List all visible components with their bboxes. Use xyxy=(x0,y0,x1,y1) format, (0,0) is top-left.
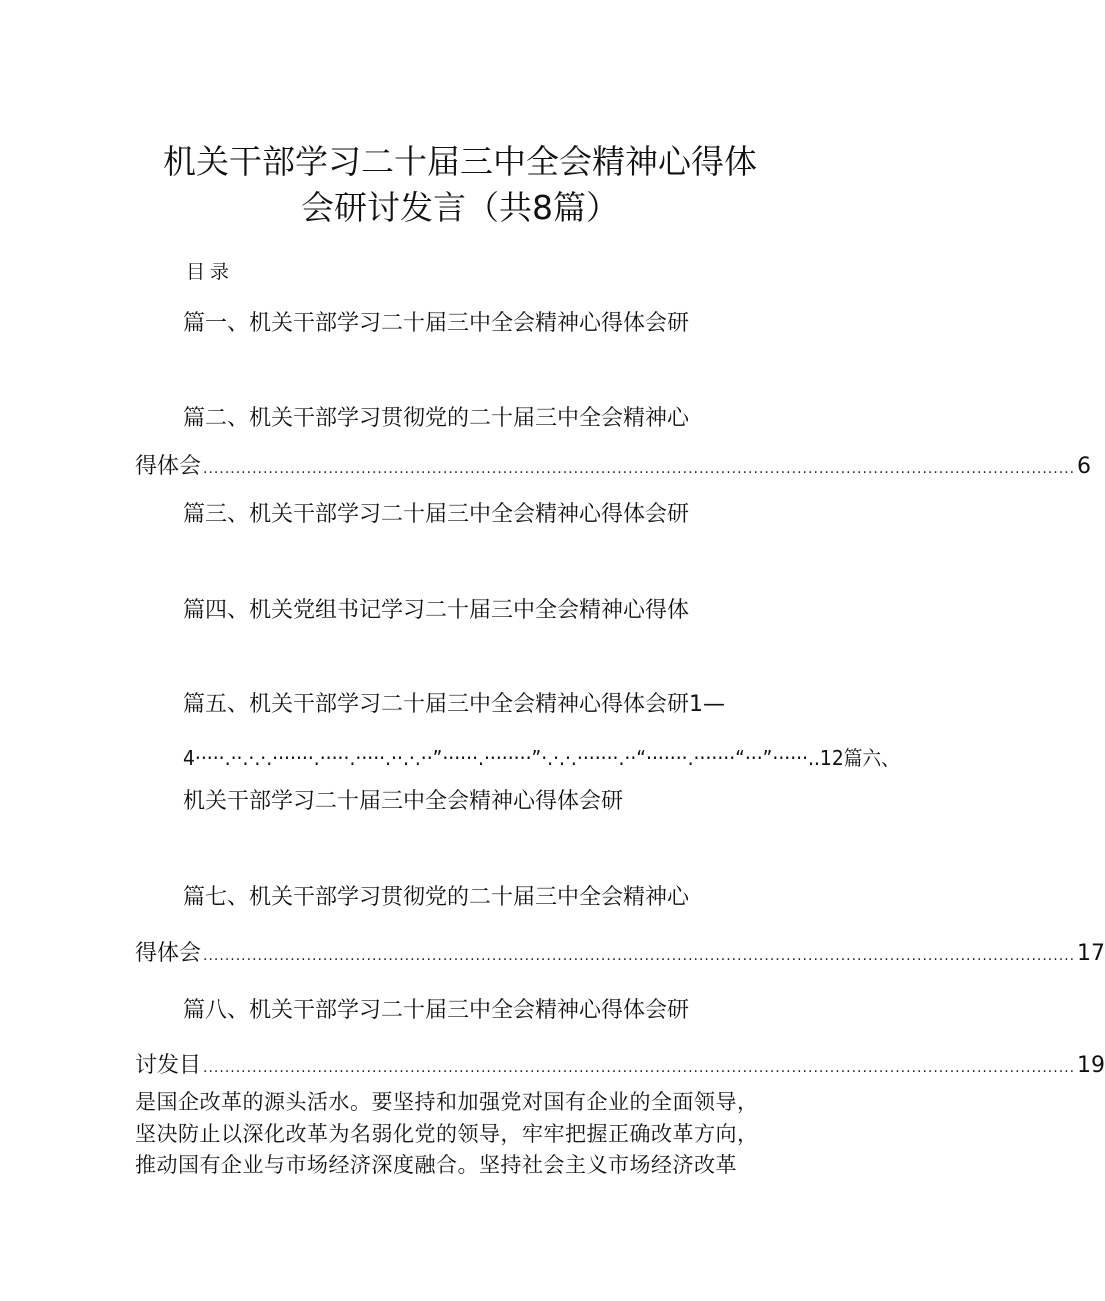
toc-entry-7-page: 17 xyxy=(1077,941,1105,966)
document-title-line-2: 会研讨发言（共8篇） xyxy=(301,188,619,227)
body-paragraph-line-3: 推动国有企业与市场经济深度融合。坚持社会主义市场经济改革 xyxy=(135,1153,737,1177)
toc-dot-leader: ................................................................................................................................................................ xyxy=(203,948,1076,964)
toc-entry-5-line-2[interactable]: 4·····.··.·.·.·······.·····.·····.··.·.··”······.········”·.·.·.·······.··“·······.·······“···”······..12篇六、 xyxy=(183,746,900,770)
body-paragraph-line-2: 坚决防止以深化改革为名弱化党的领导，牢牢把握正确改革方向， xyxy=(135,1122,759,1146)
toc-entry-7-line-2: 得体会 xyxy=(135,941,202,966)
toc-entry-4[interactable]: 篇四、机关党组书记学习二十届三中全会精神心得体 xyxy=(183,598,690,623)
toc-entry-2-page: 6 xyxy=(1077,454,1092,479)
toc-entry-2-line-1[interactable]: 篇二、机关干部学习贯彻党的二十届三中全会精神心 xyxy=(183,406,690,431)
toc-entry-7-line-1[interactable]: 篇七、机关干部学习贯彻党的二十届三中全会精神心 xyxy=(183,885,690,910)
toc-entry-8-line-2: 讨发目 xyxy=(135,1053,202,1078)
toc-entry-8-page: 19 xyxy=(1077,1053,1105,1078)
toc-heading: 目录 xyxy=(186,261,235,283)
toc-entry-5-line-1[interactable]: 篇五、机关干部学习二十届三中全会精神心得体会研1— xyxy=(183,692,725,717)
toc-entry-8-leader[interactable] xyxy=(135,1051,1105,1083)
toc-entry-2-line-2: 得体会 xyxy=(135,454,202,479)
toc-entry-3[interactable]: 篇三、机关干部学习二十届三中全会精神心得体会研 xyxy=(183,502,690,527)
toc-entry-5-line-3[interactable]: 机关干部学习二十届三中全会精神心得体会研 xyxy=(183,789,624,814)
toc-entry-7-leader[interactable] xyxy=(135,939,1105,971)
body-paragraph-line-1: 是国企改革的源头活水。要坚持和加强党对国有企业的全面领导， xyxy=(135,1090,759,1114)
toc-entry-2-leader[interactable] xyxy=(135,452,1092,484)
document-title-line-1: 机关干部学习二十届三中全会精神心得体 xyxy=(163,142,757,181)
toc-dot-leader: ................................................................................................................................................................ xyxy=(203,1060,1076,1076)
toc-entry-1[interactable]: 篇一、机关干部学习二十届三中全会精神心得体会研 xyxy=(183,311,690,336)
toc-dot-leader: ................................................................................................................................................................ xyxy=(203,461,1076,477)
toc-entry-8-line-1[interactable]: 篇八、机关干部学习二十届三中全会精神心得体会研 xyxy=(183,998,690,1023)
